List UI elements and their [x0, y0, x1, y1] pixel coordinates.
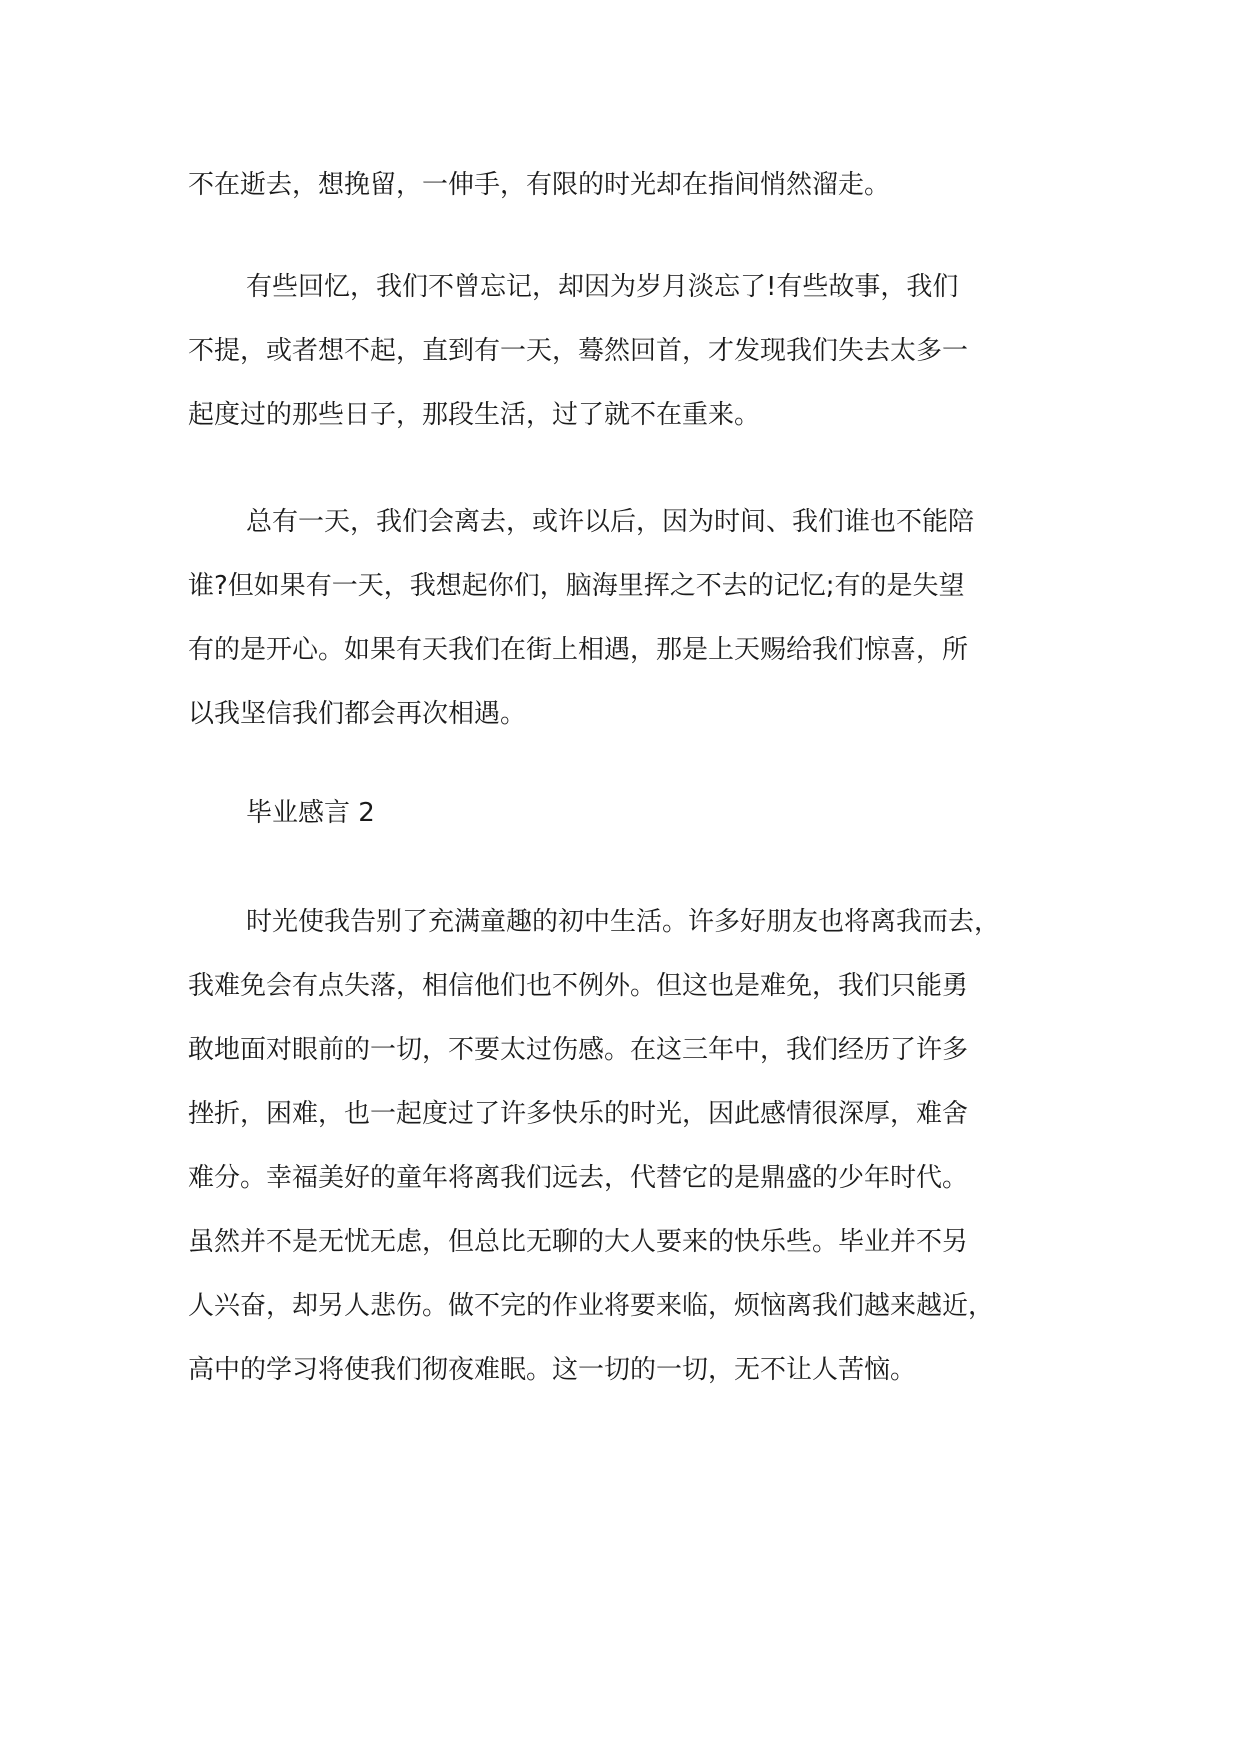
text-line: 有的是开心。如果有天我们在街上相遇，那是上天赐给我们惊喜，所 [188, 635, 969, 665]
text-line: 谁?但如果有一天，我想起你们，脑海里挥之不去的记忆;有的是失望 [188, 571, 965, 601]
text-line: 不提，或者想不起，直到有一天，蓦然回首，才发现我们失去太多一 [188, 336, 969, 366]
text-line: 不在逝去，想挽留，一伸手，有限的时光却在指间悄然溜走。 [188, 170, 891, 200]
text-line: 总有一天，我们会离去，或许以后，因为时间、我们谁也不能陪 [246, 507, 975, 537]
text-line: 高中的学习将使我们彻夜难眠。这一切的一切，无不让人苦恼。 [188, 1355, 917, 1385]
text-line: 人兴奋，却另人悲伤。做不完的作业将要来临，烦恼离我们越来越近， [188, 1291, 995, 1321]
text-line: 时光使我告别了充满童趣的初中生活。许多好朋友也将离我而去， [246, 907, 1001, 937]
paragraph-someday [188, 490, 1068, 746]
section-heading [188, 781, 1068, 845]
paragraph-memories [188, 255, 1068, 447]
text-line: 虽然并不是无忧无虑，但总比无聊的大人要来的快乐些。毕业并不另 [188, 1227, 969, 1257]
paragraph-continuation [188, 153, 1068, 217]
text-line: 挫折，困难，也一起度过了许多快乐的时光，因此感情很深厚，难舍 [188, 1099, 969, 1129]
text-line: 敢地面对眼前的一切，不要太过伤感。在这三年中，我们经历了许多 [188, 1035, 969, 1065]
text-line: 我难免会有点失落，相信他们也不例外。但这也是难免，我们只能勇 [188, 971, 969, 1001]
text-line: 有些回忆，我们不曾忘记，却因为岁月淡忘了!有些故事，我们 [246, 272, 959, 302]
paragraph-graduation [188, 890, 1068, 1402]
text-line: 起度过的那些日子，那段生活，过了就不在重来。 [188, 400, 761, 430]
text-line: 以我坚信我们都会再次相遇。 [188, 699, 527, 729]
heading-text: 毕业感言 2 [246, 798, 375, 828]
text-line: 难分。幸福美好的童年将离我们远去，代替它的是鼎盛的少年时代。 [188, 1163, 969, 1193]
